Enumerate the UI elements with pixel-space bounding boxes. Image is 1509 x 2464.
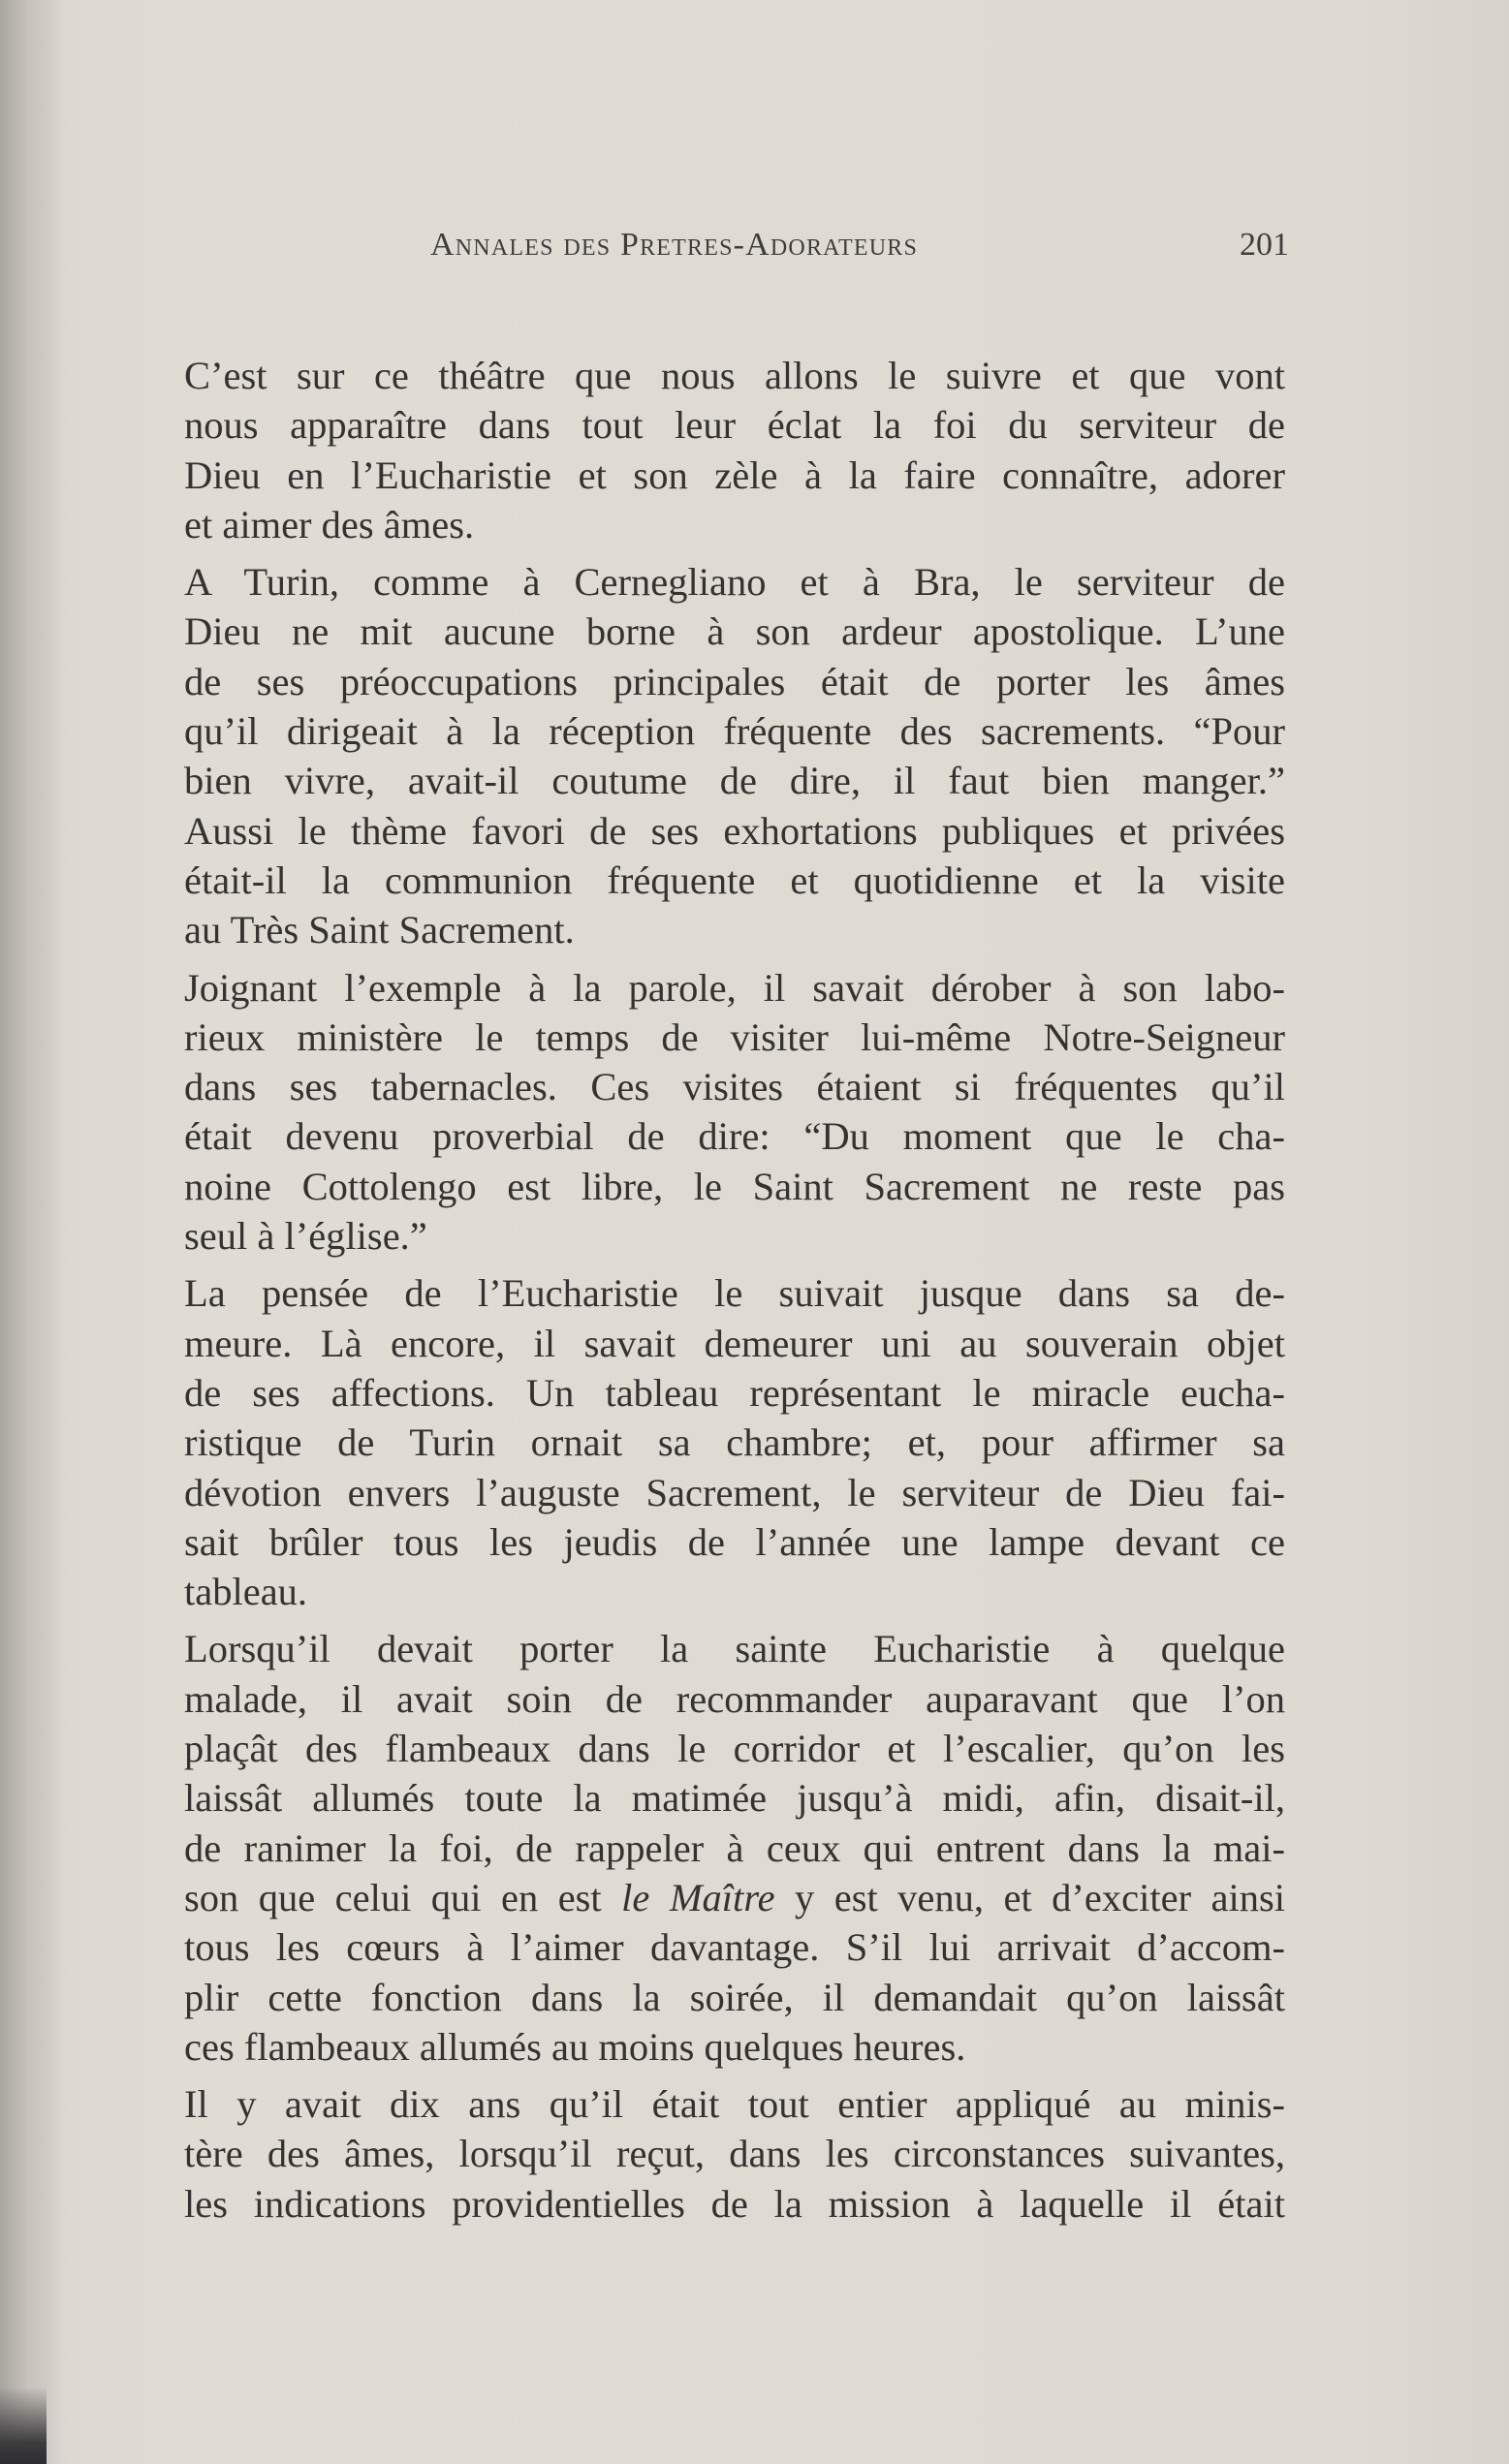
- text-line: malade, il avait soin de recommander auparavant que l’on: [184, 1676, 1285, 1721]
- running-head: [145, 219, 1289, 269]
- text-line: Aussi le thème favori de ses exhortations publiques et privées: [184, 808, 1285, 853]
- text-line: Dieu ne mit aucune borne à son ardeur apostolique. L’une: [184, 609, 1285, 654]
- text-line: bien vivre, avait-il coutume de dire, il faut bien manger.”: [184, 759, 1285, 803]
- text-line: laissât allumés toute la matimée jusqu’à midi, afin, disait-il,: [184, 1776, 1285, 1821]
- paragraph-3: [145, 963, 1285, 1262]
- text-line: meure. Là encore, il savait demeurer uni au souverain objet: [184, 1321, 1285, 1365]
- text-line: dévotion envers l’auguste Sacrement, le serviteur de Dieu fai-: [184, 1470, 1285, 1514]
- paragraph-6: [145, 2079, 1285, 2229]
- text-line: et aimer des âmes.: [184, 502, 475, 546]
- text-line: Lorsqu’il devait porter la sainte Eucharistie à quelque: [184, 1627, 1285, 1671]
- text-line: qu’il dirigeait à la réception fréquente des sacrements. “Pour: [184, 709, 1285, 754]
- text-line: Dieu en l’Eucharistie et son zèle à la faire connaître, adorer: [184, 452, 1285, 497]
- text-line: était-il la communion fréquente et quotidienne et la visite: [184, 858, 1285, 902]
- text-line: Joignant l’exemple à la parole, il savait dérober à son labo-: [184, 965, 1285, 1010]
- page-number: 201: [1240, 227, 1289, 263]
- text-line: sait brûler tous les jeudis de l’année une lampe devant ce: [184, 1519, 1285, 1564]
- text-line: tableau.: [184, 1570, 308, 1614]
- text-line: La pensée de l’Eucharistie le suivait jusque dans sa de-: [184, 1271, 1285, 1316]
- text-line: A Turin, comme à Cernegliano et à Bra, le serviteur de: [184, 560, 1285, 605]
- body-text: [145, 351, 1285, 2236]
- text-line: nous apparaître dans tout leur éclat la foi du serviteur de: [184, 403, 1285, 448]
- paragraph-5: [145, 1624, 1285, 2072]
- text-line: seul à l’église.”: [184, 1214, 427, 1259]
- text-line: ces flambeaux allumés au moins quelques heures.: [184, 2024, 966, 2069]
- text-line: plir cette fonction dans la soirée, il demandait qu’on laissât: [184, 1975, 1285, 2019]
- text-line: ristique de Turin ornait sa chambre; et, pour affirmer sa: [184, 1420, 1285, 1465]
- text-line: plaçât des flambeaux dans le corridor et l’escalier, qu’on les: [184, 1727, 1285, 1771]
- paragraph-2: [145, 557, 1285, 954]
- text-segment: son que celui qui en est: [184, 1875, 622, 1919]
- running-title: Annales des Pretres-Adorateurs: [430, 227, 919, 263]
- text-segment: y est venu, et d’exciter ainsi: [774, 1875, 1286, 1919]
- text-line: au Très Saint Sacrement.: [184, 908, 575, 952]
- text-line: Il y avait dix ans qu’il était tout entier appliqué au minis-: [184, 2082, 1285, 2127]
- text-line: les indications providentielles de la mission à laquelle il était: [184, 2181, 1285, 2226]
- italic-text: le Maître: [621, 1875, 775, 1919]
- text-line: C’est sur ce théâtre que nous allons le suivre et que vont: [184, 354, 1285, 397]
- paragraph-1: [145, 351, 1285, 549]
- text-line: dans ses tabernacles. Ces visites étaient si fréquentes qu’il: [184, 1065, 1285, 1109]
- text-line-with-italic: [145, 1873, 1285, 1922]
- text-line: noine Cottolengo est libre, le Saint Sacrement ne reste pas: [184, 1164, 1285, 1208]
- book-gutter-shadow: [0, 0, 60, 2464]
- text-line: de ranimer la foi, de rappeler à ceux qui entrent dans la mai-: [184, 1825, 1285, 1870]
- text-line: tous les cœurs à l’aimer davantage. S’il lui arrivait d’accom-: [184, 1925, 1285, 1970]
- text-line: de ses préoccupations principales était de porter les âmes: [184, 659, 1285, 703]
- text-line: rieux ministère le temps de visiter lui-même Notre-Seigneur: [184, 1014, 1285, 1059]
- text-line: de ses affections. Un tableau représentant le miracle eucha-: [184, 1370, 1285, 1415]
- text-line: tère des âmes, lorsqu’il reçut, dans les circonstances suivantes,: [184, 2132, 1285, 2176]
- spine-shadow: [0, 2386, 47, 2464]
- paragraph-4: [145, 1268, 1285, 1616]
- text-line: était devenu proverbial de dire: “Du moment que le cha-: [184, 1114, 1285, 1159]
